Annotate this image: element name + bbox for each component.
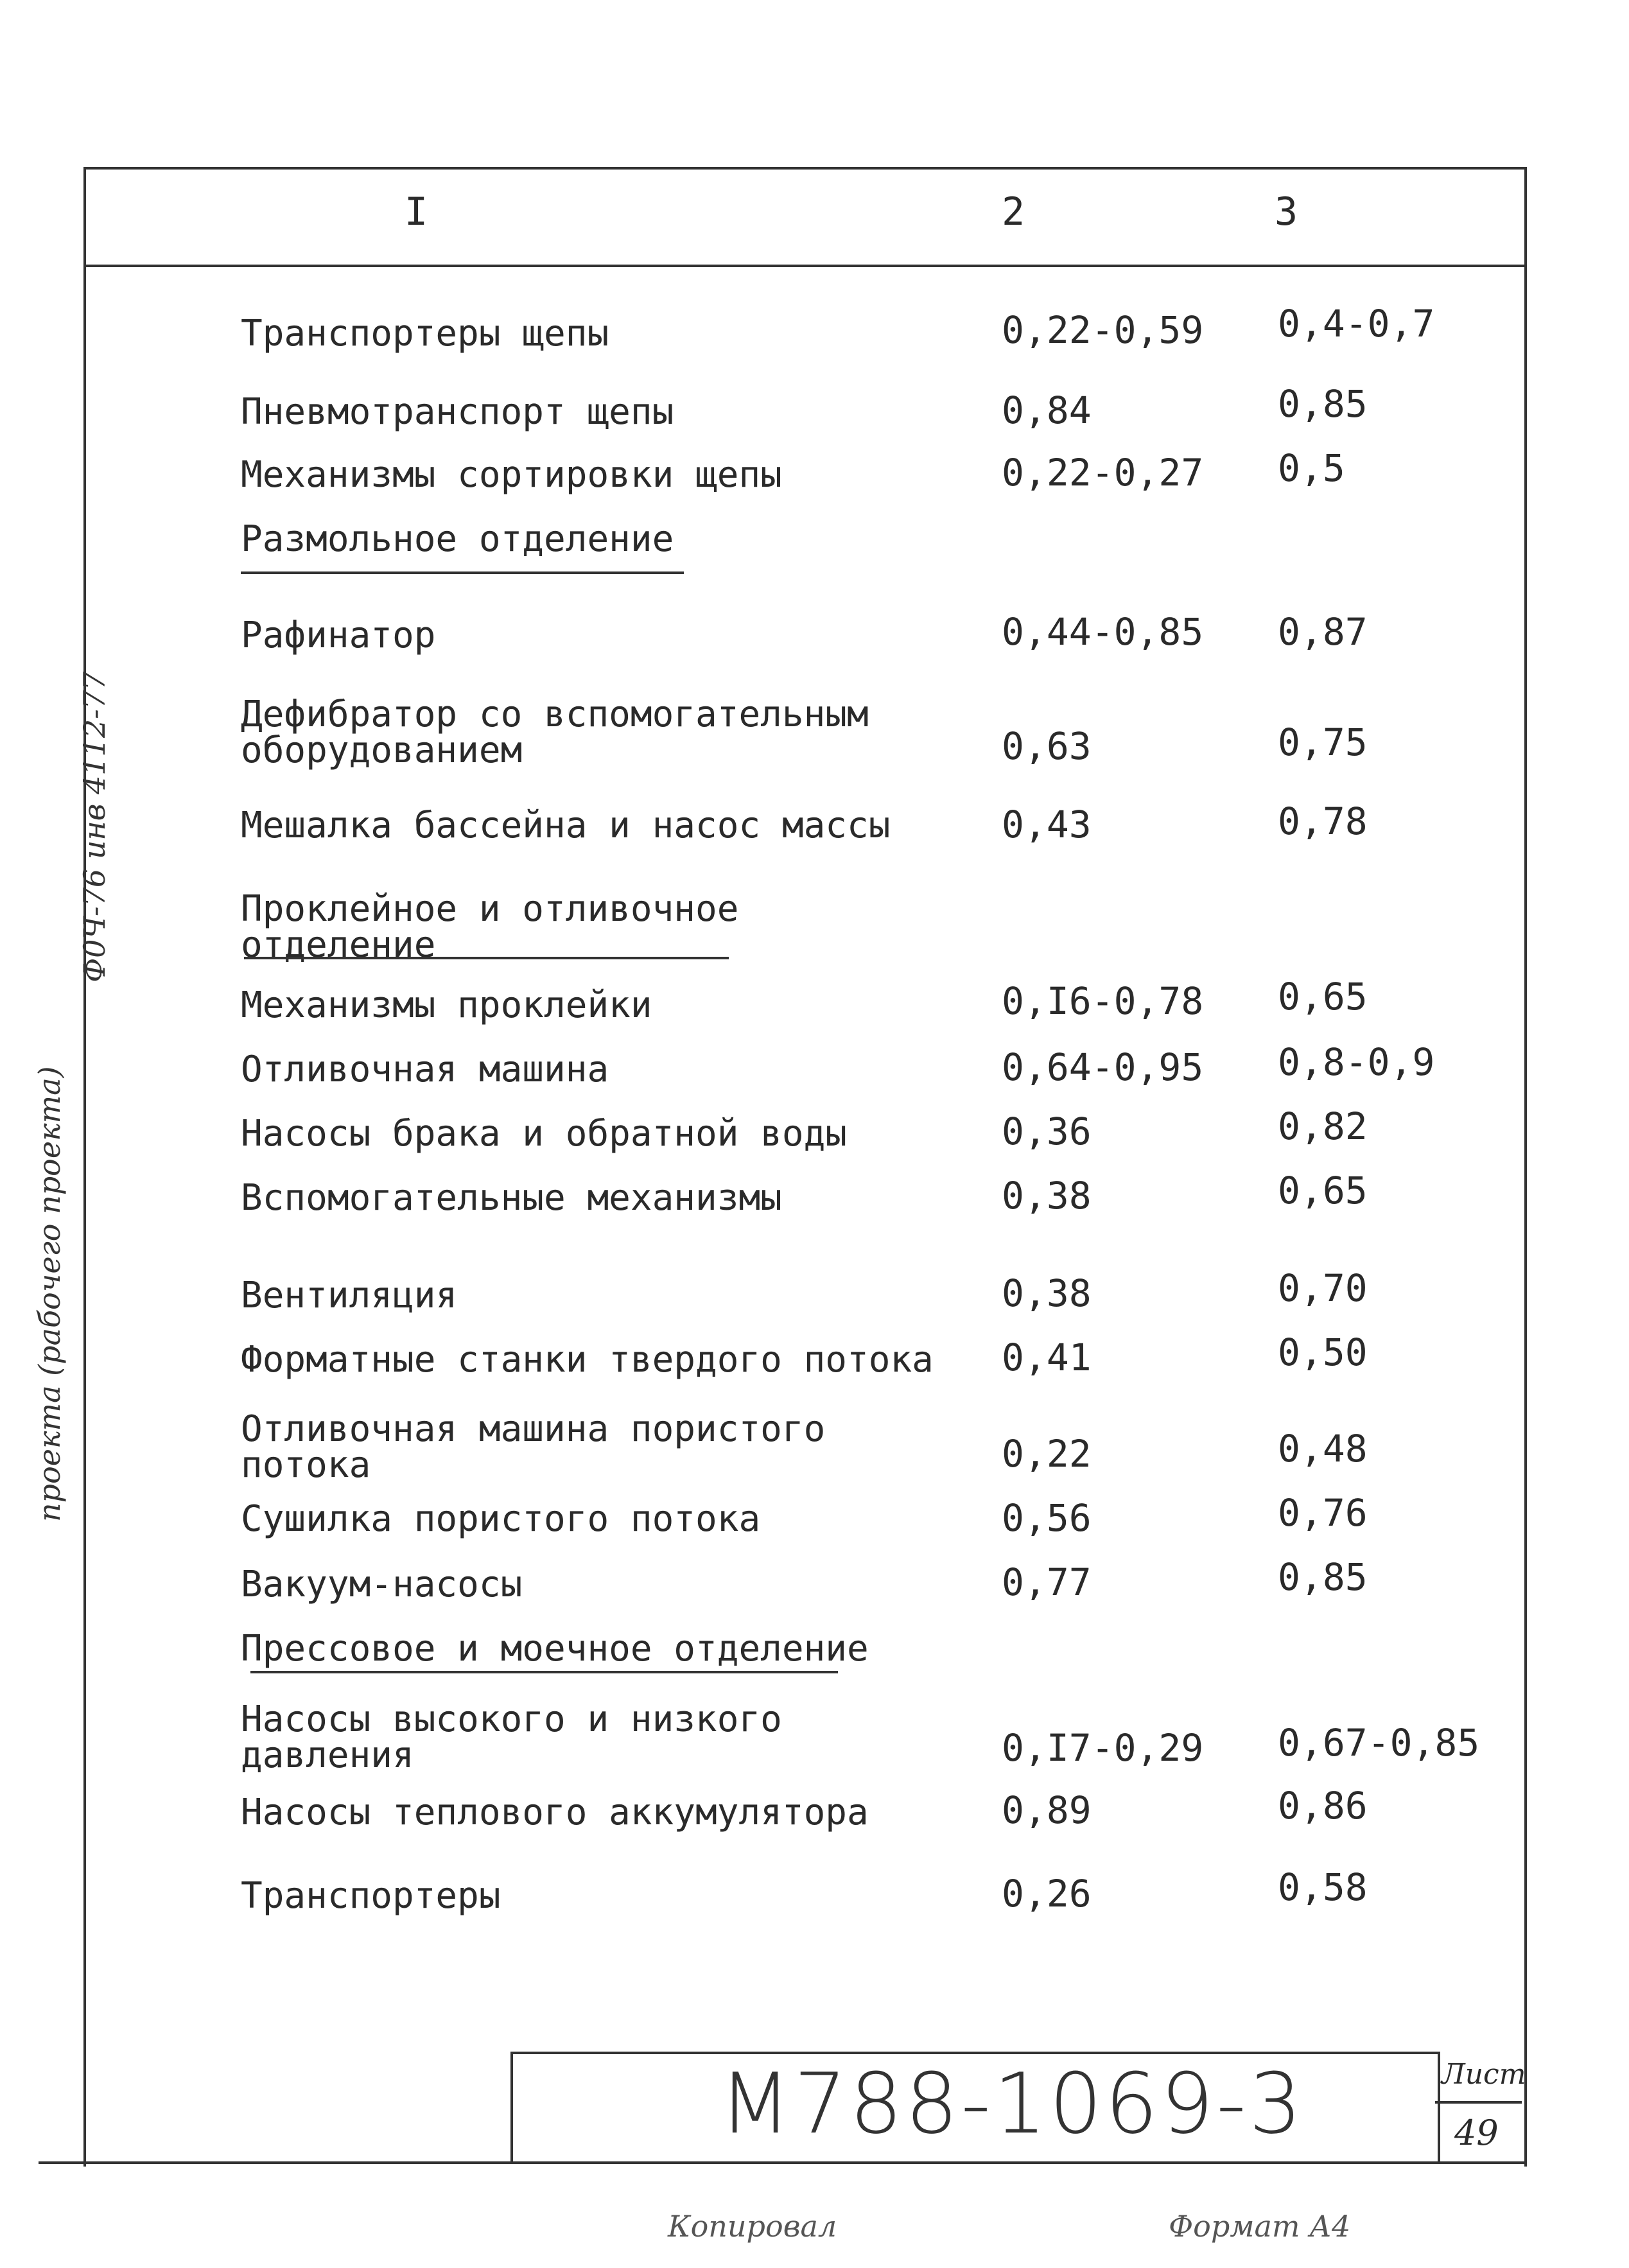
row-value-3: 0,78 (1278, 799, 1368, 843)
row-name: Механизмы сортировки щепы (241, 454, 782, 496)
row-value-3: 0,65 (1278, 975, 1368, 1018)
sheet-number: 49 (1454, 2113, 1499, 2153)
row-value-3: 0,48 (1278, 1427, 1368, 1470)
row-value-3: 0,67-0,85 (1278, 1721, 1480, 1765)
section-title: Проклейное и отливочное отделение (241, 888, 739, 966)
row-name: Механизмы проклейки (241, 984, 652, 1026)
footer-copied: Копировал (668, 2209, 837, 2244)
sheet-divider (1435, 2101, 1522, 2104)
side-margin-code: Ф0Ч-76 инв 4112-77 (77, 671, 112, 982)
row-value-2: 0,22-0,27 (1002, 451, 1204, 494)
column-header-1: I (405, 189, 428, 234)
row-name: Сушилка пористого потока (241, 1498, 761, 1540)
row-name: Форматные станки твердого потока (241, 1339, 934, 1381)
section-underline (241, 571, 684, 574)
row-value-2: 0,22-0,59 (1002, 308, 1204, 352)
row-value-3: 0,8-0,9 (1278, 1040, 1435, 1084)
row-name: Насосы брака и обратной воды (241, 1113, 848, 1155)
row-value-2: 0,I6-0,78 (1002, 979, 1204, 1023)
row-name: Пневмотранспорт щепы (241, 391, 674, 433)
row-value-2: 0,38 (1002, 1174, 1092, 1217)
row-value-2: 0,43 (1002, 803, 1092, 846)
row-value-3: 0,75 (1278, 720, 1368, 764)
row-value-2: 0,84 (1002, 388, 1092, 432)
row-value-3: 0,85 (1278, 382, 1368, 426)
footer-format: Формат А4 (1169, 2209, 1351, 2244)
section-underline (250, 1671, 838, 1673)
header-divider (83, 265, 1524, 267)
row-value-3: 0,85 (1278, 1555, 1368, 1599)
side-margin-note: проекта (рабочего проекта) (32, 1066, 67, 1522)
row-value-3: 0,82 (1278, 1104, 1368, 1148)
row-value-2: 0,64-0,95 (1002, 1045, 1204, 1089)
section-underline (244, 957, 729, 959)
row-value-2: 0,56 (1002, 1496, 1092, 1540)
row-name: Отливочная машина пористого потока (241, 1408, 826, 1486)
row-value-2: 0,41 (1002, 1336, 1092, 1379)
row-value-2: 0,38 (1002, 1271, 1092, 1315)
row-value-3: 0,50 (1278, 1330, 1368, 1374)
row-name: Транспортеры щепы (241, 313, 609, 354)
row-name: Отливочная машина (241, 1049, 609, 1090)
row-value-2: 0,22 (1002, 1432, 1092, 1476)
row-value-2: 0,63 (1002, 724, 1092, 768)
sheet-label: Лист (1442, 2058, 1526, 2091)
row-value-2: 0,89 (1002, 1788, 1092, 1832)
row-value-3: 0,76 (1278, 1491, 1368, 1535)
row-name: Рафинатор (241, 615, 436, 656)
row-name: Вакуум-насосы (241, 1564, 523, 1605)
section-title: Размольное отделение (241, 518, 674, 560)
row-name: Вспомогательные механизмы (241, 1177, 782, 1219)
row-value-2: 0,44-0,85 (1002, 610, 1204, 654)
row-name: Транспортеры (241, 1875, 501, 1917)
row-value-2: 0,26 (1002, 1872, 1092, 1915)
row-value-3: 0,86 (1278, 1784, 1368, 1827)
row-name: Насосы теплового аккумулятора (241, 1792, 869, 1833)
row-value-3: 0,4-0,7 (1278, 302, 1435, 345)
column-header-2: 2 (1002, 189, 1025, 234)
row-value-3: 0,58 (1278, 1865, 1368, 1909)
row-value-3: 0,5 (1278, 446, 1345, 490)
row-value-3: 0,70 (1278, 1266, 1368, 1310)
row-name: Мешалка бассейна и насос массы (241, 805, 891, 846)
row-name: Насосы высокого и низкого давления (241, 1698, 782, 1776)
row-name: Дефибратор со вспомогательным оборудованием (241, 693, 869, 771)
row-value-2: 0,I7-0,29 (1002, 1726, 1204, 1770)
row-name: Вентиляция (241, 1275, 458, 1316)
row-value-3: 0,87 (1278, 610, 1368, 654)
row-value-3: 0,65 (1278, 1169, 1368, 1212)
section-title: Прессовое и моечное отделение (241, 1628, 869, 1670)
document-number: М788-1069-3 (719, 2055, 1305, 2152)
row-value-2: 0,36 (1002, 1110, 1092, 1153)
column-header-3: 3 (1275, 189, 1298, 234)
row-value-2: 0,77 (1002, 1560, 1092, 1604)
